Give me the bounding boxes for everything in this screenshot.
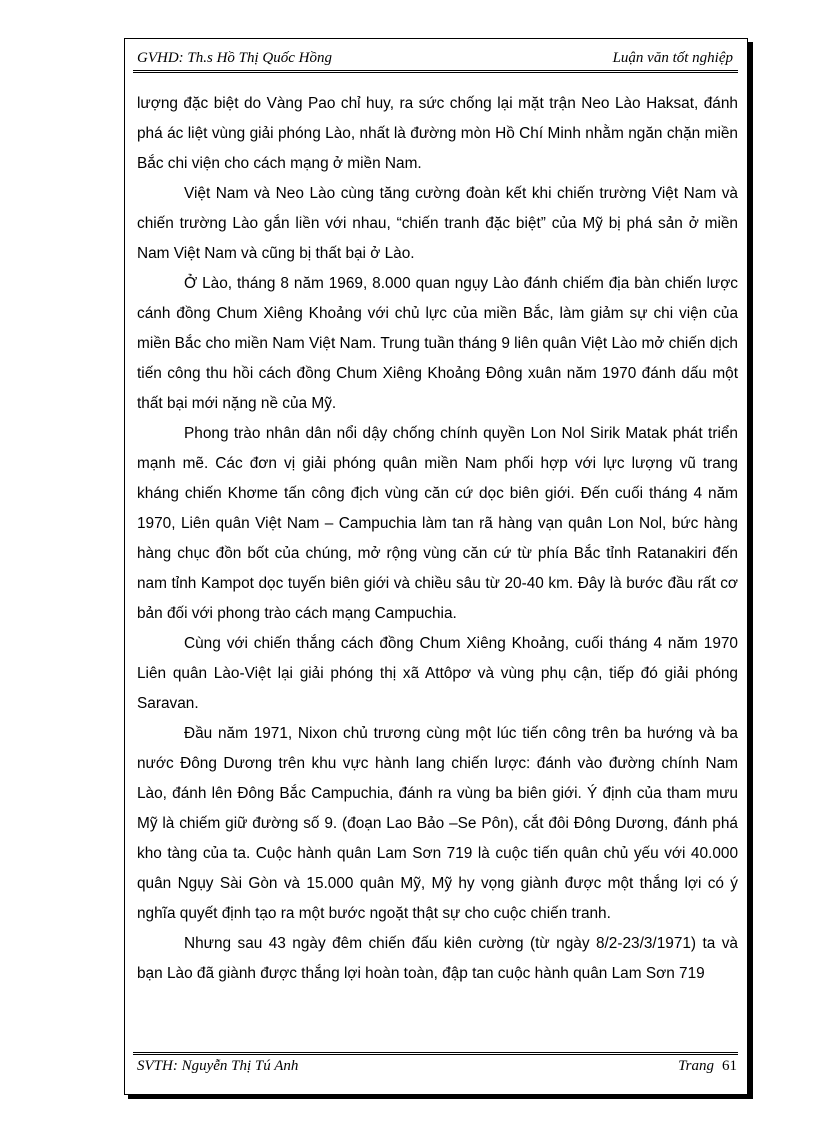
paragraph: Nhưng sau 43 ngày đêm chiến đấu kiên cường (từ ngày 8/2-23/3/1971) ta và bạn Lào đã giành được thắng lợi hoàn toàn, đập tan cuộc hành quân Lam Sơn 719 bbox=[137, 935, 738, 982]
paragraph: Phong trào nhân dân nổi dậy chống chính quyền Lon Nol Sirik Matak phát triển mạnh mẽ. Các đơn vị giải phóng quân miền Nam phối hợp với lực lượng vũ trang kháng chiến Khơme tấn công địch vùng căn cứ dọc biên giới. Đến cuối tháng 4 năm 1970, Liên quân Việt Nam – Campuchia làm tan rã hàng vạn quân Lon Nol, bức hàng hàng chục đồn bốt của chúng, mở rộng vùng căn cứ từ phía Bắc tỉnh Ratanakiri đến nam tỉnh Kampot dọc tuyến biên giới và chiều sâu từ 20-40 km. Đây là bước đầu rất cơ bản đối với phong trào cách mạng Campuchia. bbox=[137, 425, 738, 622]
paragraph: Đầu năm 1971, Nixon chủ trương cùng một lúc tiến công trên ba hướng và ba nước Đông Dương trên khu vực hành lang chiến lược: đánh vào đường chính Nam Lào, đánh lên Đông Bắc Campuchia, đánh ra vùng ba biên giới. Ý định của tham mưu Mỹ là chiếm giữ đường số 9. (đoạn Lao Bảo –Se Pôn), cắt đôi Đông Dương, đánh phá kho tàng của ta. Cuộc hành quân Lam Sơn 719 là cuộc tiến quân chủ yếu với 40.000 quân Ngụy Sài Gòn và 15.000 quân Mỹ, Mỹ hy vọng giành được một thắng lợi có ý nghĩa quyết định tạo ra một bước ngoặt thật sự cho cuộc chiến tranh. bbox=[137, 725, 738, 922]
header-advisor: GVHD: Th.s Hồ Thị Quốc Hồng bbox=[137, 50, 332, 66]
paragraph: Ở Lào, tháng 8 năm 1969, 8.000 quan ngụy Lào đánh chiếm địa bàn chiến lược cánh đồng Chum Xiêng Khoảng với chủ lực của miền Bắc, làm giảm sự chi viện của miền Bắc cho miền Nam Việt Nam. Trung tuần tháng 9 liên quân Việt Lào mở chiến dịch tiến công thu hồi cách đồng Chum Xiêng Khoảng Đông xuân năm 1970 đánh dấu một thất bại mới nặng nề của Mỹ. bbox=[137, 275, 738, 412]
header-document-type: Luận văn tốt nghiệp bbox=[612, 50, 733, 66]
page-number: 61 bbox=[722, 1058, 737, 1074]
body-text bbox=[137, 89, 738, 989]
page-footer bbox=[137, 1058, 737, 1078]
paragraph-continued: lượng đặc biệt do Vàng Pao chỉ huy, ra sức chống lại mặt trận Neo Lào Haksat, đánh phá ác liệt vùng giải phóng Lào, nhất là đường mòn Hồ Chí Minh nhằm ngăn chặn miền Bắc chi viện cho cách mạng ở miền Nam. bbox=[137, 95, 738, 172]
page-border-shadow-bottom bbox=[128, 1094, 753, 1099]
paragraph: Việt Nam và Neo Lào cùng tăng cường đoàn kết khi chiến trường Việt Nam và chiến trường Lào gắn liền với nhau, “chiến tranh đặc biệt” của Mỹ bị phá sản ở miền Nam Việt Nam và cũng bị thất bại ở Lào. bbox=[137, 185, 738, 262]
page-border-shadow-right bbox=[748, 42, 753, 1097]
paragraph: Cùng với chiến thắng cách đồng Chum Xiêng Khoảng, cuối tháng 4 năm 1970 Liên quân Lào-Việt lại giải phóng thị xã Attôpơ và vùng phụ cận, tiếp đó giải phóng Saravan. bbox=[137, 635, 738, 712]
page-header bbox=[137, 50, 733, 70]
header-rule bbox=[133, 70, 738, 73]
page-indicator bbox=[678, 1058, 737, 1075]
footer-rule bbox=[133, 1052, 738, 1055]
page-label: Trang bbox=[678, 1058, 714, 1074]
footer-student: SVTH: Nguyễn Thị Tú Anh bbox=[137, 1058, 299, 1074]
